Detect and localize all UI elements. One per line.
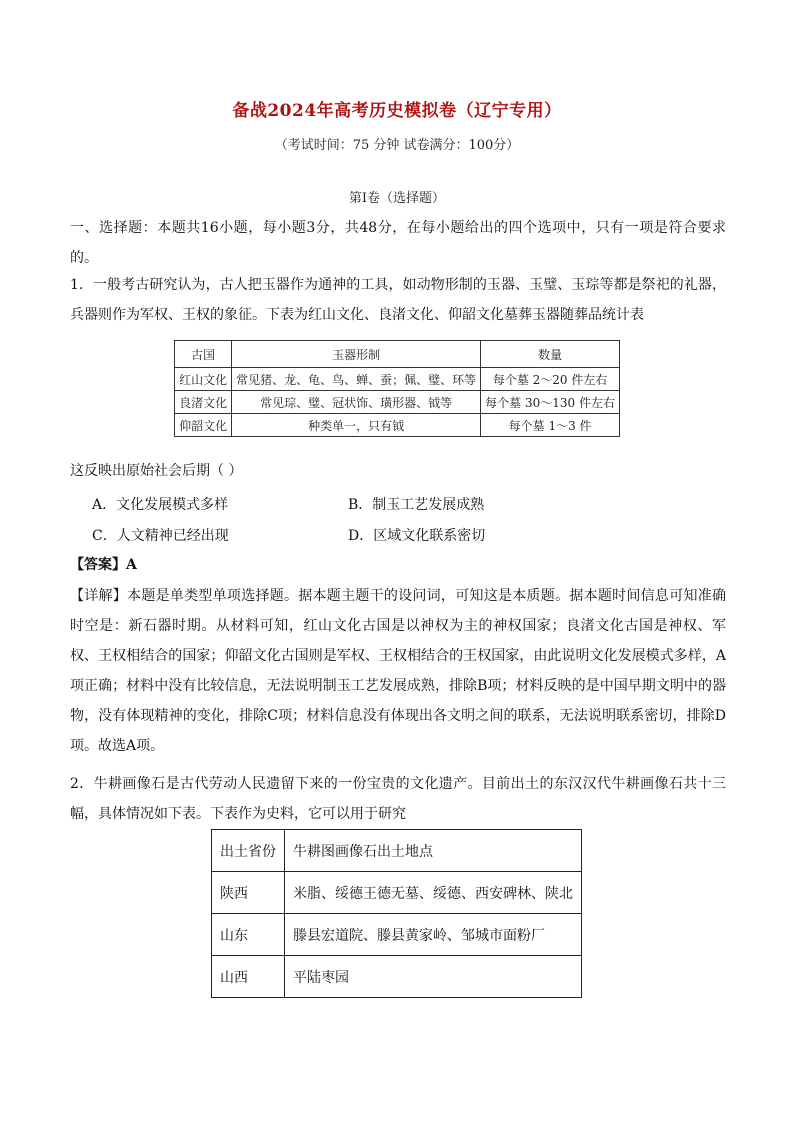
ox-plough-table [211,829,582,998]
table-cell: 红山文化 [175,368,232,391]
table-header-cell: 玉器形制 [232,341,481,368]
table-cell: 每个墓 1～3 件 [481,414,620,437]
table-cell: 山东 [212,914,285,956]
table-row [175,391,620,414]
table-header-cell: 古国 [175,341,232,368]
table-cell: 滕县宏道院、滕县黄家岭、邹城市面粉厂 [285,914,582,956]
exam-info: （考试时间：75 分钟 试卷满分：100分） [274,138,520,153]
table-cell: 平陆枣园 [285,956,582,998]
explanation: 【详解】本题是单类型单项选择题。据本题主题干的设问词，可知这是本质题。据本题时间信息可知准确时空是：新石器时期。从材料可知，红山文化古国是以神权为主的神权国家；良渚文化古国是神权、军权、王权相结合的国家；仰韶文化古国则是军权、王权相结合的王权国家，由此说明文化发展模式多样，A项正确；材料中没有比较信息，无法说明制玉工艺发展成熟，排除B项；材料反映的是中国早期文明中的器物，没有体现精神的变化，排除C项；材料信息没有体现出各文明之间的联系，无法说明联系密切，排除D项。故选A项。 [70,588,726,754]
option-c[interactable]: C．人文精神已经出现 [92,528,229,544]
question-2-stem: 2．牛耕画像石是古代劳动人民遗留下来的一份宝贵的文化遗产。目前出土的东汉汉代牛耕画像石共十三幅，具体情况如下表。下表作为史料，它可以用于研究 [70,776,726,822]
table-row [175,368,620,391]
table-cell: 每个墓 2～20 件左右 [481,368,620,391]
table-cell: 每个墓 30～130 件左右 [481,391,620,414]
table-cell: 种类单一，只有钺 [232,414,481,437]
table-cell: 常见琮、璧、冠状饰、璜形器、钺等 [232,391,481,414]
table-cell: 米脂、绥德王德无墓、绥德、西安碑林、陕北 [285,872,582,914]
table-cell: 仰韶文化 [175,414,232,437]
table-header-row [175,341,620,368]
table-header-cell: 牛耕图画像石出土地点 [285,830,582,872]
page-title: 备战2024年高考历史模拟卷（辽宁专用） [232,101,562,121]
answer: 【答案】A [70,557,137,573]
table-row [212,914,582,956]
table-row [212,872,582,914]
table-cell: 陕西 [212,872,285,914]
option-b[interactable]: B．制玉工艺发展成熟 [348,497,485,513]
option-d[interactable]: D．区域文化联系密切 [348,528,486,544]
instructions: 一、选择题：本题共16小题，每小题3分，共48分，在每小题给出的四个选项中，只有一项是符合要求的。 [70,220,726,266]
option-a[interactable]: A．文化发展模式多样 [92,497,229,513]
table-header-cell: 数量 [481,341,620,368]
jade-artifact-table [174,340,620,437]
table-row [212,956,582,998]
table-row [175,414,620,437]
table-cell: 良渚文化 [175,391,232,414]
question-1-prompt: 这反映出原始社会后期（ ） [70,463,243,479]
table-cell: 山西 [212,956,285,998]
table-header-row [212,830,582,872]
table-cell: 常见猪、龙、龟、鸟、蝉、蚕；佩、璧、环等 [232,368,481,391]
table-header-cell: 出土省份 [212,830,285,872]
section-heading: 第Ⅰ卷（选择题） [348,191,446,206]
question-1-stem: 1．一般考古研究认为，古人把玉器作为通神的工具，如动物形制的玉器、玉璧、玉琮等都是祭祀的礼器，兵器则作为军权、王权的象征。下表为红山文化、良渚文化、仰韶文化墓葬玉器随葬品统计表 [70,277,726,323]
